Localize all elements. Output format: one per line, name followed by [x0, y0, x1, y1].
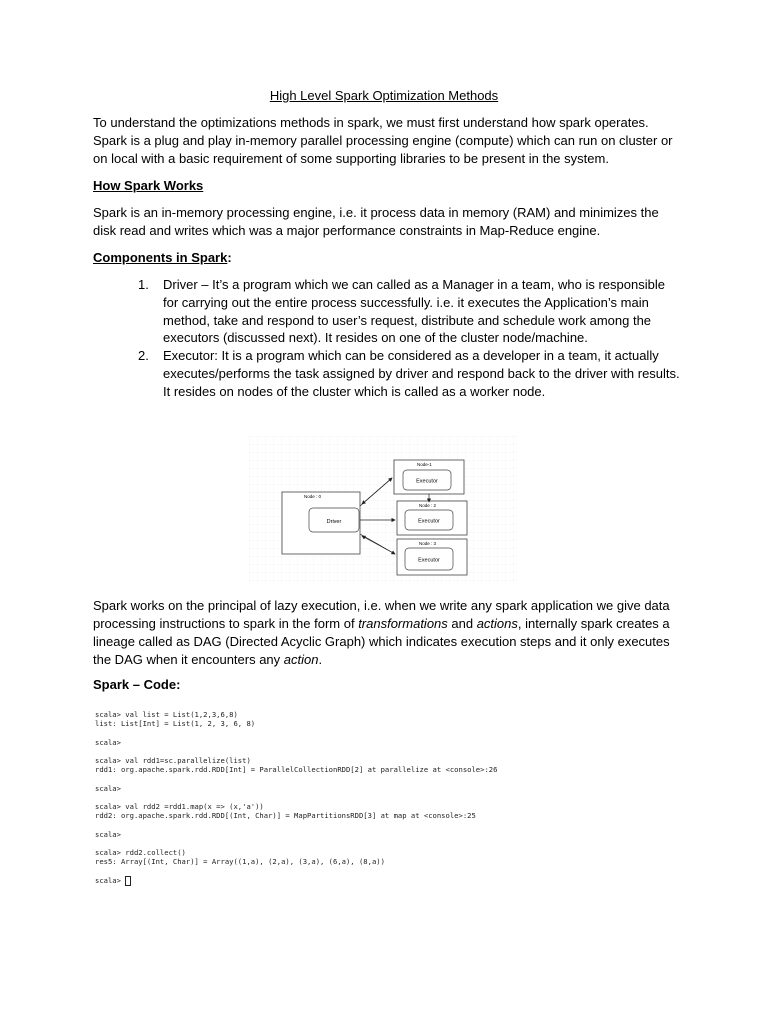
spark-architecture-diagram — [249, 436, 517, 586]
code-line: res5: Array[(Int, Char)] = Array((1,a), (2,a), (3,a), (6,a), (8,a)) — [95, 857, 385, 867]
components-heading — [93, 250, 232, 265]
terminal-cursor — [125, 876, 131, 886]
code-line: scala> — [95, 875, 126, 885]
list-item-text: Driver – It’s a program which we can called as a Manager in a team, who is responsible for carrying out the entire process successfully. i.e. it executes the Application’s main method, take and respond to user’s request, distribute and schedule work among the executors (discussed next). It resides on one of the cluster node/machine. — [163, 277, 665, 346]
worker-node-2-label: Node : 2 — [419, 503, 437, 508]
lazy-execution-paragraph — [93, 597, 683, 669]
code-line: scala> val rdd1=sc.parallelize(list) — [95, 756, 251, 766]
action-term: action — [283, 652, 319, 667]
components-list — [93, 276, 683, 401]
components-heading-colon: : — [227, 250, 232, 265]
code-line: rdd2: org.apache.spark.rdd.RDD[(Int, Char)] = MapPartitionsRDD[3] at map at <console>:25 — [95, 811, 476, 821]
lazy-text-end: . — [318, 652, 323, 667]
scala-code-block — [95, 710, 497, 886]
executor-3-label: Executor — [418, 557, 440, 564]
actions-term: actions — [476, 616, 518, 631]
list-item — [93, 276, 683, 347]
lazy-text-1: Spark works on the principal of lazy execution, i.e. when we write any spark application we give data processing instructions to spark in the form of — [93, 598, 670, 631]
code-line: scala> — [95, 829, 121, 839]
how-spark-works-heading — [93, 178, 203, 193]
components-heading-text: Components in Spark — [93, 250, 228, 265]
intro-paragraph: To understand the optimizations methods in spark, we must first understand how spark operates. Spark is a plug and play in-memory parallel processing engine (compute) which can run on cluster or on local with a basic requirement of some supporting libraries to be present in the system. — [93, 115, 673, 166]
code-line: scala> val rdd2 =rdd1.map(x => (x,'a')) — [95, 802, 264, 812]
executor-1-label: Executor — [416, 478, 438, 485]
lazy-text-and: and — [447, 616, 477, 631]
spark-code-heading: Spark – Code: — [93, 677, 181, 692]
code-line: scala> val list = List(1,2,3,6,8) — [95, 710, 238, 719]
code-line: scala> — [95, 783, 121, 793]
how-spark-works-paragraph: Spark is an in-memory processing engine, i.e. it process data in memory (RAM) and minimizes the disk read and writes which was a major performance constraints in Map-Reduce engine. — [93, 205, 659, 238]
worker-node-1-label: Node-1 — [417, 462, 432, 467]
list-item-number: 2. — [138, 348, 149, 364]
list-item-text: Executor: It is a program which can be considered as a developer in a team, it actually executes/performs the task assigned by driver and respond back to the driver with results. It resides on nodes of the cluster which is called as a worker node. — [163, 348, 680, 399]
code-line: scala> — [95, 737, 121, 747]
lazy-text-2: , internally spark creates a lineage called as DAG (Directed Acyclic Graph) which indicates execution steps and it only executes the DAG when it encounters any — [93, 616, 670, 667]
driver-label: Driver — [326, 519, 342, 525]
list-item — [93, 347, 683, 400]
code-line: list: List[Int] = List(1, 2, 3, 6, 8) — [95, 719, 256, 729]
executor-2-label: Executor — [418, 518, 440, 525]
code-line: scala> rdd2.collect() — [95, 848, 186, 858]
driver-node-label: Node : 0 — [304, 494, 322, 499]
worker-node-3-label: Node : 3 — [419, 541, 437, 546]
transformations-term: transformations — [358, 616, 448, 631]
code-line: rdd1: org.apache.spark.rdd.RDD[Int] = ParallelCollectionRDD[2] at parallelize at <console>:26 — [95, 765, 498, 775]
how-spark-works-heading-text: How Spark Works — [93, 178, 204, 193]
document-title: High Level Spark Optimization Methods — [269, 88, 499, 103]
list-item-number: 1. — [138, 277, 149, 292]
